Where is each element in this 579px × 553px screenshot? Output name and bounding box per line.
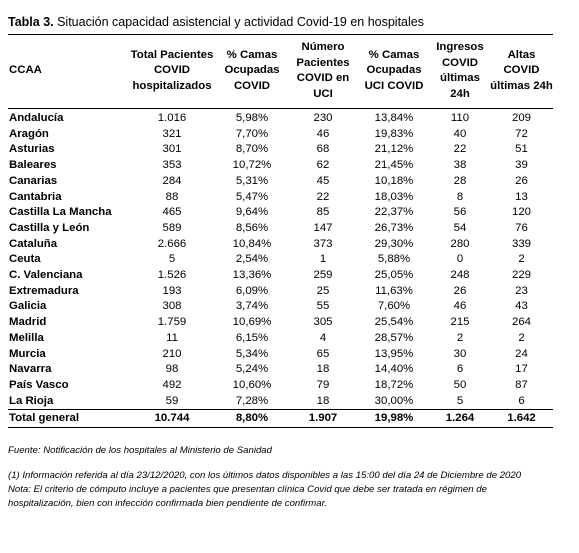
column-header: Altas COVID últimas 24h	[490, 48, 553, 92]
hospital-capacity-table	[8, 34, 553, 428]
table-cell: 65	[316, 347, 330, 360]
table-cell: 22,37%	[374, 206, 414, 219]
table-row	[8, 268, 553, 284]
table-cell: 19,83%	[374, 127, 414, 140]
table-cell: 4	[319, 331, 327, 344]
table-notes	[8, 444, 521, 511]
table-cell: 5,47%	[235, 190, 269, 203]
table-cell: 8,70%	[235, 143, 269, 156]
table-cell: 308	[162, 300, 182, 313]
total-cell: 8,80%	[235, 412, 269, 424]
caption-text: Situación capacidad asistencial y actividad Covid-19 en hospitales	[53, 15, 424, 29]
table-row	[8, 158, 553, 174]
table-cell: 2.666	[157, 237, 187, 250]
table-cell: 5,31%	[235, 174, 269, 187]
note-line: Nota: El criterio de cómputo incluye a pacientes que presentan clínica Covid que debe ser tratada en régimen de	[8, 484, 487, 495]
table-cell: 147	[313, 221, 333, 234]
table-row	[8, 142, 553, 158]
table-cell: 264	[511, 316, 531, 329]
table-cell: 13,36%	[232, 269, 272, 282]
total-cell: 1.642	[507, 412, 536, 424]
table-cell: 2	[456, 331, 464, 344]
table-cell: 18,72%	[374, 378, 414, 391]
total-cell: 19,98%	[374, 412, 414, 424]
table-cell: 46	[453, 300, 467, 313]
table-cell: 1.526	[157, 269, 187, 282]
table-row	[8, 394, 553, 410]
table-cell: 24	[515, 347, 528, 360]
table-cell: 68	[316, 143, 330, 156]
table-cell: 10,72%	[232, 159, 272, 172]
column-header: % Camas Ocupadas COVID	[224, 48, 280, 92]
table-cell: 62	[316, 159, 330, 172]
table-cell: 8,56%	[235, 221, 269, 234]
region-name: Andalucía	[9, 112, 64, 124]
total-label: Total general	[9, 412, 80, 424]
table-cell: 353	[162, 159, 182, 172]
table-cell: 25	[316, 284, 330, 297]
table-cell: 26,73%	[374, 221, 414, 234]
column-header-ccaa: CCAA	[9, 64, 42, 77]
table-cell: 21,12%	[374, 143, 414, 156]
table-cell: 492	[162, 378, 182, 391]
table-row	[8, 378, 553, 394]
table-row	[8, 174, 553, 190]
table-cell: 5,24%	[235, 363, 269, 376]
table-body	[8, 109, 553, 428]
caption-label: Tabla 3.	[8, 15, 54, 29]
table-cell: 10,84%	[232, 237, 272, 250]
table-cell: 43	[515, 300, 528, 313]
header-row	[8, 35, 553, 109]
table-cell: 10,69%	[232, 316, 272, 329]
table-cell: 55	[316, 300, 330, 313]
table-cell: 25,05%	[374, 269, 414, 282]
table-cell: 13	[515, 190, 528, 203]
table-cell: 321	[162, 127, 182, 140]
region-name: Ceuta	[9, 253, 41, 266]
total-cell: 10.744	[154, 412, 190, 424]
table-cell: 6,09%	[235, 284, 269, 297]
table-row	[8, 284, 553, 300]
table-cell: 6,15%	[235, 331, 269, 344]
table-row	[8, 127, 553, 143]
table-cell: 589	[162, 221, 182, 234]
table-cell: 1.759	[157, 316, 187, 329]
table-cell: 45	[316, 174, 330, 187]
table-cell: 10,18%	[374, 174, 414, 187]
table-cell: 5,98%	[235, 112, 269, 124]
table-cell: 40	[453, 127, 467, 140]
table-cell: 30	[453, 347, 467, 360]
region-name: Baleares	[9, 159, 57, 172]
table-row	[8, 221, 553, 237]
table-cell: 7,60%	[377, 300, 411, 313]
total-cell: 1.264	[445, 412, 475, 424]
table-cell: 26	[515, 174, 528, 187]
table-row	[8, 205, 553, 221]
source-note: Fuente: Notificación de los hospitales al Ministerio de Sanidad	[8, 445, 272, 456]
table-cell: 13,95%	[374, 347, 414, 360]
table-cell: 2	[518, 331, 525, 344]
table-cell: 18,03%	[374, 190, 414, 203]
table-cell: 79	[316, 378, 330, 391]
table-cell: 6	[456, 363, 464, 376]
table-cell: 17	[515, 363, 528, 376]
region-name: Canarias	[9, 174, 58, 187]
table-cell: 88	[165, 190, 179, 203]
total-cell: 1.907	[308, 412, 338, 424]
region-name: Murcia	[9, 347, 46, 360]
region-name: Extremadura	[9, 284, 79, 297]
table-cell: 9,64%	[235, 206, 269, 219]
table-cell: 209	[511, 112, 531, 124]
table-cell: 301	[162, 143, 182, 156]
region-name: Galicia	[9, 300, 47, 313]
table-cell: 120	[511, 206, 531, 219]
table-cell: 284	[162, 174, 182, 187]
table-cell: 39	[515, 159, 528, 172]
table-row	[8, 299, 553, 315]
table-cell: 229	[511, 269, 531, 282]
table-cell: 230	[313, 112, 333, 124]
table-cell: 10,60%	[232, 378, 272, 391]
region-name: Castilla La Mancha	[9, 206, 112, 219]
table-cell: 25,54%	[374, 316, 414, 329]
table-cell: 8	[456, 190, 464, 203]
region-name: Melilla	[9, 331, 44, 344]
table-cell: 22	[316, 190, 330, 203]
table-cell: 248	[450, 269, 470, 282]
region-name: Cataluña	[9, 237, 58, 250]
column-header: Total Pacientes COVID hospitalizados	[130, 48, 214, 92]
table-row	[8, 237, 553, 253]
table-cell: 6	[518, 394, 525, 407]
table-cell: 21,45%	[374, 159, 414, 172]
table-cell: 14,40%	[374, 363, 414, 376]
table-cell: 465	[162, 206, 182, 219]
table-cell: 210	[162, 347, 182, 360]
table-cell: 2,54%	[235, 253, 269, 266]
note-line: (1) Información referida al día 23/12/2020, con los últimos datos disponibles a las 15:00 del día 24 de Diciembre de 2020	[8, 470, 522, 481]
table-cell: 22	[453, 143, 467, 156]
table-cell: 5	[456, 394, 464, 407]
region-name: País Vasco	[9, 378, 69, 391]
table-cell: 1.016	[157, 112, 187, 124]
table-cell: 18	[316, 394, 330, 407]
table-cell: 29,30%	[374, 237, 414, 250]
region-name: C. Valenciana	[9, 269, 83, 282]
table-cell: 110	[450, 112, 470, 124]
column-header: % Camas Ocupadas UCI COVID	[364, 48, 424, 92]
table-cell: 280	[450, 237, 470, 250]
table-cell: 7,70%	[235, 127, 269, 140]
table-cell: 51	[515, 143, 528, 156]
table-row	[8, 331, 553, 347]
region-name: La Rioja	[9, 394, 54, 407]
table-cell: 56	[453, 206, 467, 219]
table-cell: 72	[515, 127, 528, 140]
table-caption	[8, 15, 424, 29]
table-cell: 259	[313, 269, 333, 282]
table-cell: 5,34%	[235, 347, 269, 360]
region-name: Cantabria	[9, 190, 62, 203]
table-cell: 28,57%	[374, 331, 414, 344]
table-cell: 373	[313, 237, 333, 250]
region-name: Aragón	[9, 127, 49, 140]
region-name: Madrid	[9, 316, 47, 329]
table-cell: 339	[511, 237, 531, 250]
table-cell: 1	[319, 253, 327, 266]
region-name: Navarra	[9, 363, 52, 376]
table-cell: 23	[515, 284, 528, 297]
table-cell: 54	[453, 221, 467, 234]
table-cell: 28	[453, 174, 467, 187]
table-cell: 5	[168, 253, 176, 266]
table-row	[8, 347, 553, 363]
table-cell: 305	[313, 316, 333, 329]
table-row	[8, 109, 553, 127]
table-row	[8, 252, 553, 268]
table-cell: 3,74%	[235, 300, 269, 313]
table-row	[8, 362, 553, 378]
table-cell: 50	[453, 378, 467, 391]
table-cell: 193	[162, 284, 182, 297]
column-header: Número Pacientes COVID en UCI	[296, 41, 350, 100]
table-cell: 26	[453, 284, 467, 297]
note-line: hospitalización, bien con infección confirmada bien pendiente de confirmar.	[8, 498, 328, 509]
table-cell: 7,28%	[235, 394, 269, 407]
table-cell: 87	[515, 378, 528, 391]
total-row	[8, 410, 553, 428]
table-row	[8, 315, 553, 331]
table-cell: 5,88%	[377, 253, 411, 266]
table-cell: 38	[453, 159, 467, 172]
table-cell: 11	[166, 331, 178, 344]
table-cell: 0	[456, 253, 464, 266]
table-cell: 215	[450, 316, 470, 329]
column-header: Ingresos COVID últimas 24h	[436, 41, 484, 100]
table-cell: 46	[316, 127, 330, 140]
table-cell: 76	[515, 221, 528, 234]
region-name: Castilla y León	[9, 221, 90, 234]
table-cell: 11,63%	[375, 284, 413, 297]
table-cell: 85	[316, 206, 330, 219]
table-cell: 2	[518, 253, 525, 266]
table-row	[8, 190, 553, 206]
table-cell: 18	[316, 363, 330, 376]
region-name: Asturias	[9, 143, 55, 156]
table-cell: 59	[165, 394, 179, 407]
table-cell: 30,00%	[374, 394, 414, 407]
table-cell: 98	[165, 363, 179, 376]
table-cell: 13,84%	[374, 112, 414, 124]
